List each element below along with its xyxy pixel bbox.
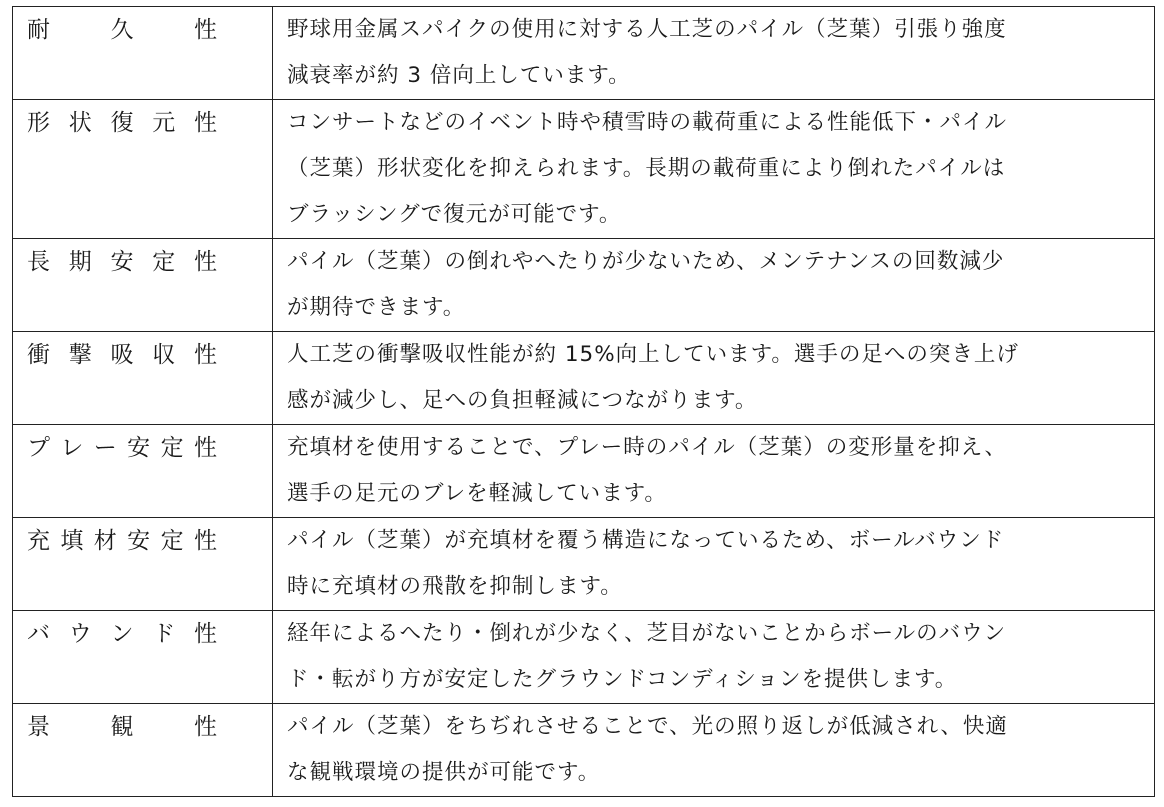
feature-label-char: 安 [127, 435, 151, 461]
feature-label-char: 衝 [27, 342, 50, 368]
feature-label-char: プ [27, 435, 50, 461]
feature-label-char: 性 [194, 342, 217, 368]
feature-description: パイル（芝葉）が充填材を覆う構造になっているため、ボールバウンド 時に充填材の飛散を抑制します。 [287, 528, 1005, 599]
feature-label-char: 安 [110, 249, 134, 275]
feature-label-char: 性 [193, 528, 217, 554]
feature-label-char: 復 [110, 110, 134, 136]
feature-label-char: 充 [27, 528, 50, 554]
feature-label-char: バ [27, 621, 50, 647]
feature-description: コンサートなどのイベント時や積雪時の載荷重による性能低下・パイル （芝葉）形状変化を抑えられます。長期の載荷重により倒れたパイルは ブラッシングで復元が可能です。 [287, 110, 1008, 227]
feature-description-cell [273, 704, 1155, 797]
feature-description: 人工芝の衝撃吸収性能が約 15%向上しています。選手の足への突き上げ 感が減少し、足への負担軽減につながります。 [287, 342, 1019, 413]
feature-label-char: ウ [68, 621, 92, 647]
table-row [13, 239, 1155, 332]
feature-label [13, 100, 272, 146]
feature-label-char: ド [152, 621, 176, 647]
feature-label-char: 耐 [27, 17, 50, 43]
feature-label-cell [13, 425, 273, 518]
feature-label-char: 性 [193, 435, 217, 461]
feature-description: 経年によるへたり・倒れが少なく、芝目がないことからボールのバウン ド・転がり方が安定したグラウンドコンディションを提供します。 [287, 621, 1007, 692]
feature-label [13, 239, 272, 285]
feature-label-cell [13, 332, 273, 425]
table-row [13, 611, 1155, 704]
table-row [13, 332, 1155, 425]
feature-description-cell [273, 611, 1155, 704]
feature-description-cell [273, 332, 1155, 425]
feature-label-char: 撃 [68, 342, 92, 368]
feature-label-char: 景 [27, 714, 50, 740]
feature-label-char: 定 [160, 435, 184, 461]
feature-label [13, 7, 272, 53]
table-row [13, 100, 1155, 239]
feature-label-char: 性 [194, 621, 217, 647]
feature-description-cell [273, 100, 1155, 239]
feature-label-char: 元 [152, 110, 176, 136]
feature-label-cell [13, 239, 273, 332]
feature-label-char: ー [93, 435, 117, 461]
feature-label-char: 収 [152, 342, 176, 368]
feature-label-char: 期 [68, 249, 92, 275]
feature-label-char: 材 [93, 528, 117, 554]
table-row [13, 704, 1155, 797]
feature-label-char: 形 [27, 110, 50, 136]
feature-label-char: 性 [194, 249, 217, 275]
feature-label-char: 性 [194, 110, 217, 136]
feature-description-cell [273, 518, 1155, 611]
feature-label [13, 611, 272, 657]
feature-label-cell [13, 518, 273, 611]
feature-description-cell [273, 425, 1155, 518]
feature-label-char: レ [60, 435, 84, 461]
feature-label-cell [13, 611, 273, 704]
feature-label [13, 332, 272, 378]
feature-description: 野球用金属スパイクの使用に対する人工芝のパイル（芝葉）引張り強度 減衰率が約 3 倍向上しています。 [287, 17, 1007, 88]
feature-label-cell [13, 100, 273, 239]
feature-description-cell [273, 239, 1155, 332]
table-row [13, 518, 1155, 611]
feature-label-char: 填 [60, 528, 84, 554]
feature-label-char: 性 [194, 714, 217, 740]
feature-label-char: 安 [127, 528, 151, 554]
table-body [13, 7, 1155, 797]
feature-label-char: 長 [27, 249, 50, 275]
table-row [13, 425, 1155, 518]
feature-label-char: 久 [110, 17, 134, 43]
feature-label-cell [13, 704, 273, 797]
feature-label-char: 吸 [110, 342, 134, 368]
feature-label-char: 性 [194, 17, 217, 43]
feature-label-char: 定 [152, 249, 176, 275]
feature-label [13, 425, 272, 471]
feature-label-char: ン [110, 621, 134, 647]
features-table [12, 6, 1155, 797]
feature-label-char: 観 [110, 714, 134, 740]
feature-description: パイル（芝葉）の倒れやへたりが少ないため、メンテナンスの回数減少 が期待できます。 [287, 249, 1005, 320]
table-row [13, 7, 1155, 100]
feature-description: 充填材を使用することで、プレー時のパイル（芝葉）の変形量を抑え、 選手の足元のブレを軽減しています。 [287, 435, 1008, 506]
feature-description: パイル（芝葉）をちぢれさせることで、光の照り返しが低減され、快適 な観戦環境の提供が可能です。 [287, 714, 1008, 785]
feature-label [13, 518, 272, 564]
feature-label-char: 状 [68, 110, 92, 136]
feature-description-cell [273, 7, 1155, 100]
feature-label-char: 定 [160, 528, 184, 554]
feature-label [13, 704, 272, 750]
feature-label-cell [13, 7, 273, 100]
